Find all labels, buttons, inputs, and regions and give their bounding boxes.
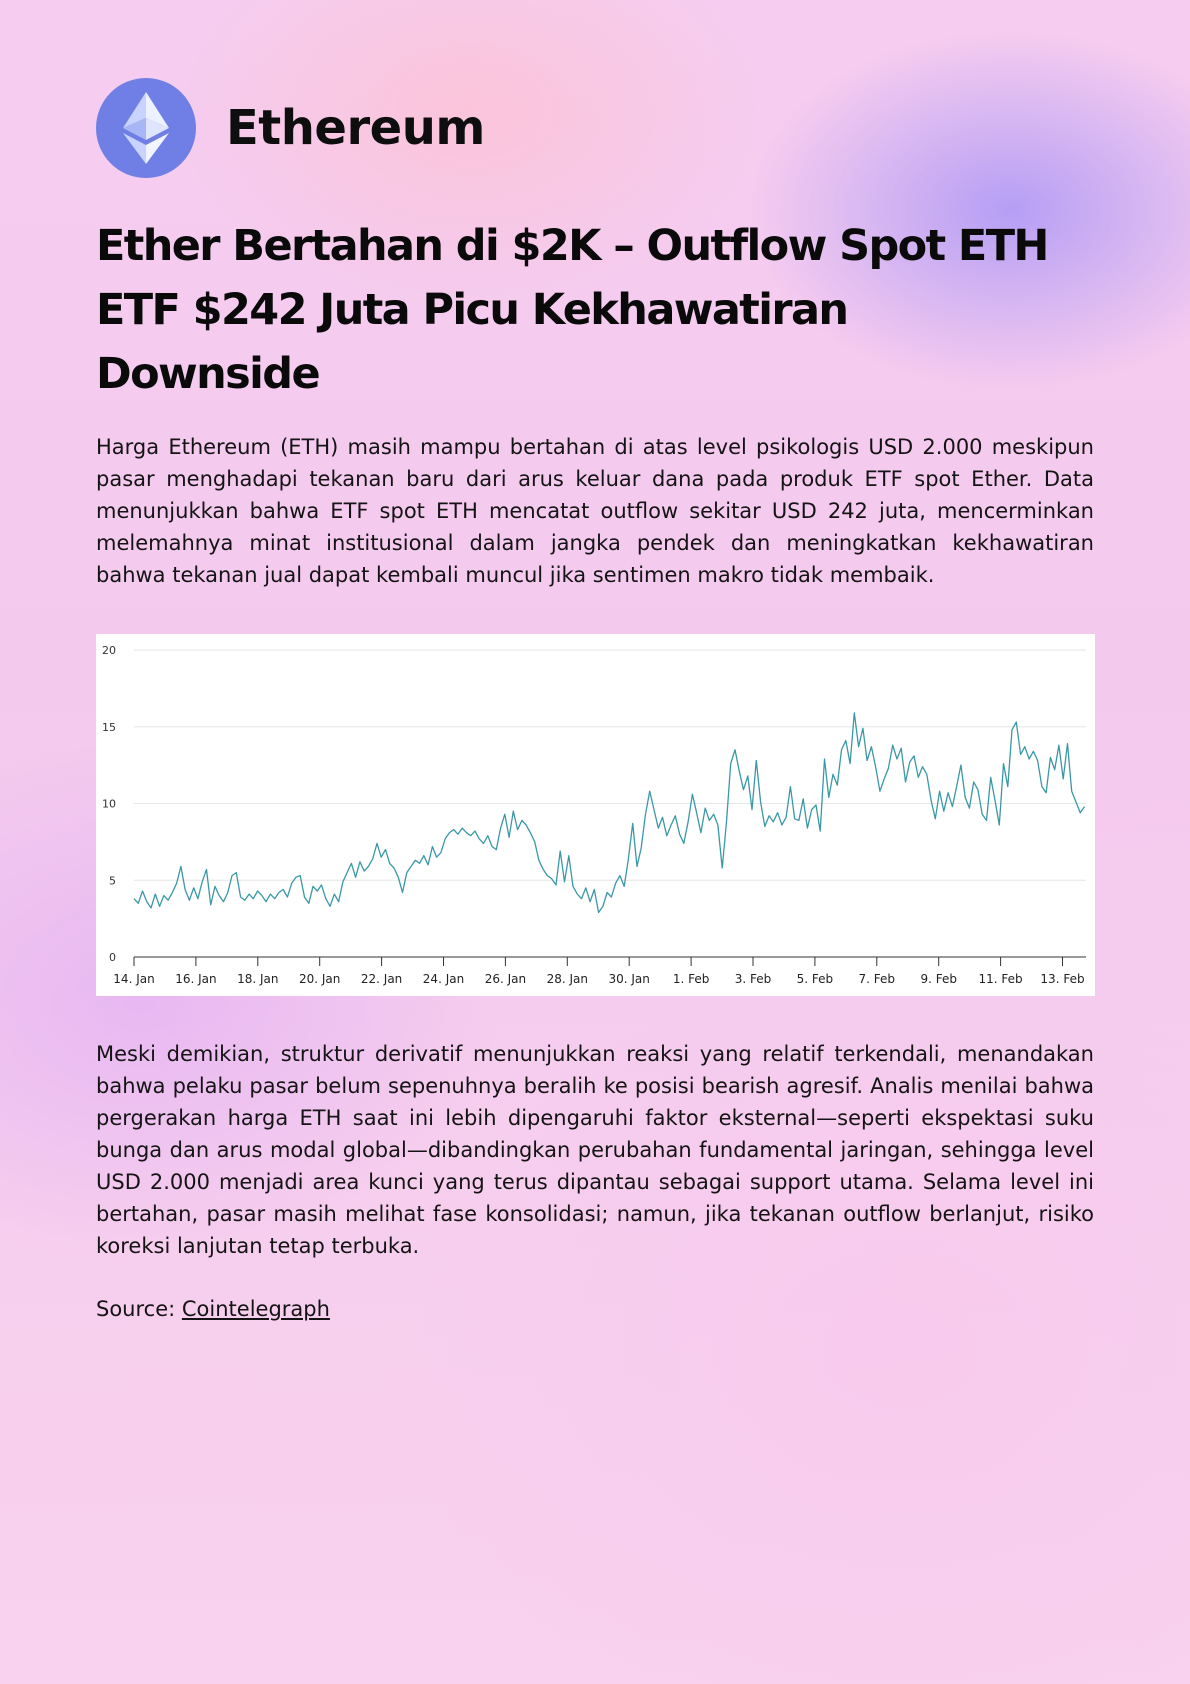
ethereum-diamond-icon — [123, 92, 169, 164]
x-tick-label: 1. Feb — [672, 972, 710, 986]
article-headline: Ether Bertahan di $2K – Outflow Spot ETH ETF $242 Juta Picu Kekhawatiran Downside — [96, 221, 1048, 399]
y-tick-label: 5 — [109, 874, 116, 888]
x-tick-label: 5. Feb — [796, 972, 834, 986]
brand-name: Ethereum — [226, 100, 485, 156]
x-tick-label: 3. Feb — [734, 972, 772, 986]
x-tick-label: 16. Jan — [175, 972, 217, 986]
x-tick-label: 24. Jan — [422, 972, 465, 986]
article-paragraph-2: Meski demikian, struktur derivatif menunjukkan reaksi yang relatif terkendali, menandakan bahwa pelaku pasar belum sepenuhnya beralih ke posisi bearish agresif. Analis menilai bahwa pergerakan harga ETH saat ini lebih dipengaruhi faktor eksternal—seperti ekspektasi suku bunga dan arus modal global—dibandingkan perubahan fundamental jaringan, sehingga level USD 2.000 menjadi area kunci yang terus dipantau sebagai support utama. Selama level ini bertahan, pasar masih melihat fase konsolidasi; namun, jika tekanan outflow berlanjut, risiko koreksi lanjutan tetap terbuka. — [96, 1042, 1094, 1258]
eth-price-chart — [96, 634, 1095, 996]
y-tick-label: 20 — [102, 644, 116, 657]
x-tick-label: 20. Jan — [298, 972, 341, 986]
x-tick-label: 11. Feb — [978, 972, 1023, 986]
article-paragraph-1: Harga Ethereum (ETH) masih mampu bertahan di atas level psikologis USD 2.000 meskipun pasar menghadapi tekanan baru dari arus keluar dana pada produk ETF spot Ether. Data menunjukkan bahwa ETF spot ETH mencatat outflow sekitar USD 242 juta, mencerminkan melemahnya minat institusional dalam jangka pendek dan meningkatkan kekhawatiran bahwa tekanan jual dapat kembali muncul jika sentimen makro tidak membaik. — [96, 435, 1094, 587]
x-tick-label: 22. Jan — [360, 972, 403, 986]
series-line — [134, 713, 1085, 913]
x-tick-label: 13. Feb — [1040, 972, 1085, 986]
x-tick-label: 14. Jan — [113, 972, 155, 986]
x-tick-label: 28. Jan — [546, 972, 589, 986]
brand-header — [96, 78, 485, 178]
x-tick-label: 30. Jan — [608, 972, 650, 986]
y-tick-label: 10 — [102, 797, 116, 811]
source-line — [96, 1293, 330, 1325]
y-tick-label: 15 — [102, 720, 116, 734]
source-label: Source: — [96, 1297, 176, 1321]
x-tick-label: 26. Jan — [484, 972, 527, 986]
ethereum-logo — [96, 78, 196, 178]
y-tick-label: 0 — [109, 951, 116, 964]
x-tick-label: 18. Jan — [237, 972, 279, 986]
chart-svg — [96, 634, 1095, 996]
source-link[interactable]: Cointelegraph — [181, 1297, 330, 1321]
x-tick-label: 9. Feb — [920, 972, 957, 986]
x-tick-label: 7. Feb — [858, 972, 896, 986]
